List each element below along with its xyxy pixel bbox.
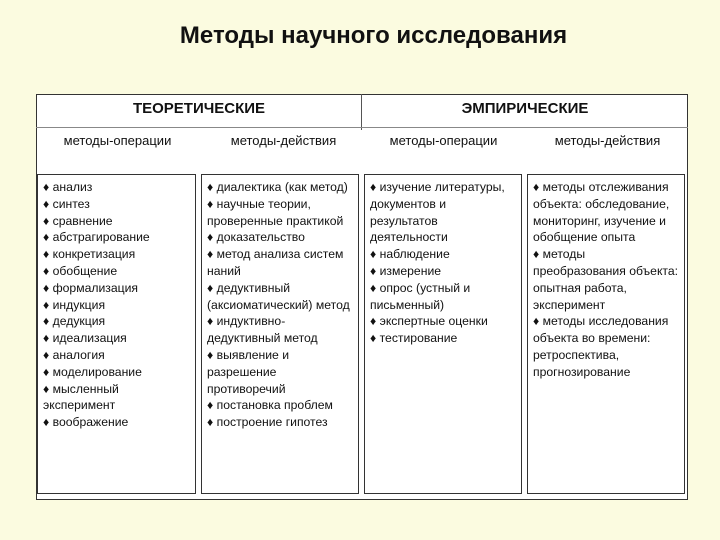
list-item: ♦ индуктивно-дедуктивный метод — [207, 314, 318, 346]
list-item: ♦ моделирование — [43, 364, 142, 379]
list-item: ♦ тестирование — [370, 331, 458, 346]
subheader-theoretical-actions: методы-действия — [230, 133, 337, 148]
list-item: ♦ дедукция — [43, 314, 106, 329]
list-item: ♦ сравнение — [43, 213, 113, 228]
list-item: ♦ методы отслеживания объекта: обследование, мониторинг, изучение и обобщение опыта — [533, 180, 670, 245]
list-item: ♦ методы преобразования объекта: опытная работа, эксперимент — [533, 247, 679, 312]
list-item: ♦ обобщение — [43, 263, 118, 278]
subheader-empirical-actions: методы-действия — [554, 133, 661, 148]
list-item: ♦ формализация — [43, 280, 139, 295]
page-title: Методы научного исследования — [179, 22, 568, 49]
list-item: ♦ экспертные оценки — [370, 314, 488, 329]
column-empirical-operations — [364, 174, 522, 494]
list-item: ♦ мысленный эксперимент — [43, 381, 119, 413]
header-divider — [36, 127, 688, 128]
subheader-empirical-operations: методы-операции — [389, 133, 498, 148]
column-theoretical-operations — [37, 174, 196, 494]
list-item: ♦ построение гипотез — [207, 415, 328, 430]
list-item: ♦ научные теории, проверенные практикой — [207, 196, 344, 228]
column-theoretical-actions — [201, 174, 359, 494]
list-item: ♦ анализ — [43, 180, 93, 194]
list-item: ♦ абстрагирование — [43, 230, 150, 245]
list-item: ♦ идеализация — [43, 331, 127, 346]
column-empirical-actions — [527, 174, 685, 494]
list-item: ♦ постановка проблем — [207, 398, 333, 413]
list-item: ♦ измерение — [370, 263, 442, 278]
list-item: ♦ выявление и разрешение противоречий — [207, 347, 290, 396]
list-item: ♦ аналогия — [43, 347, 105, 362]
list-item: ♦ изучение литературы, документов и результатов деятельности — [370, 180, 505, 245]
list-item: ♦ дедуктивный (аксиоматический) метод — [207, 280, 350, 312]
group-title-theoretical: ТЕОРЕТИЧЕСКИЕ — [132, 100, 266, 117]
list-item: ♦ методы исследования объекта во времени: ретроспектива, прогнозирование — [533, 314, 669, 379]
list-item: ♦ диалектика (как метод) — [207, 180, 348, 194]
list-item: ♦ конкретизация — [43, 247, 136, 262]
list-item: ♦ синтез — [43, 196, 90, 211]
list-item: ♦ воображение — [43, 415, 129, 430]
list-item: ♦ доказательство — [207, 230, 305, 245]
list-item: ♦ метод анализа систем наний — [207, 247, 344, 278]
list-item: ♦ наблюдение — [370, 247, 450, 262]
list-item: ♦ опрос (устный и письменный) — [370, 280, 471, 312]
group-title-empirical: ЭМПИРИЧЕСКИЕ — [461, 100, 589, 117]
list-item: ♦ индукция — [43, 297, 106, 312]
subheader-theoretical-operations: методы-операции — [63, 133, 172, 148]
